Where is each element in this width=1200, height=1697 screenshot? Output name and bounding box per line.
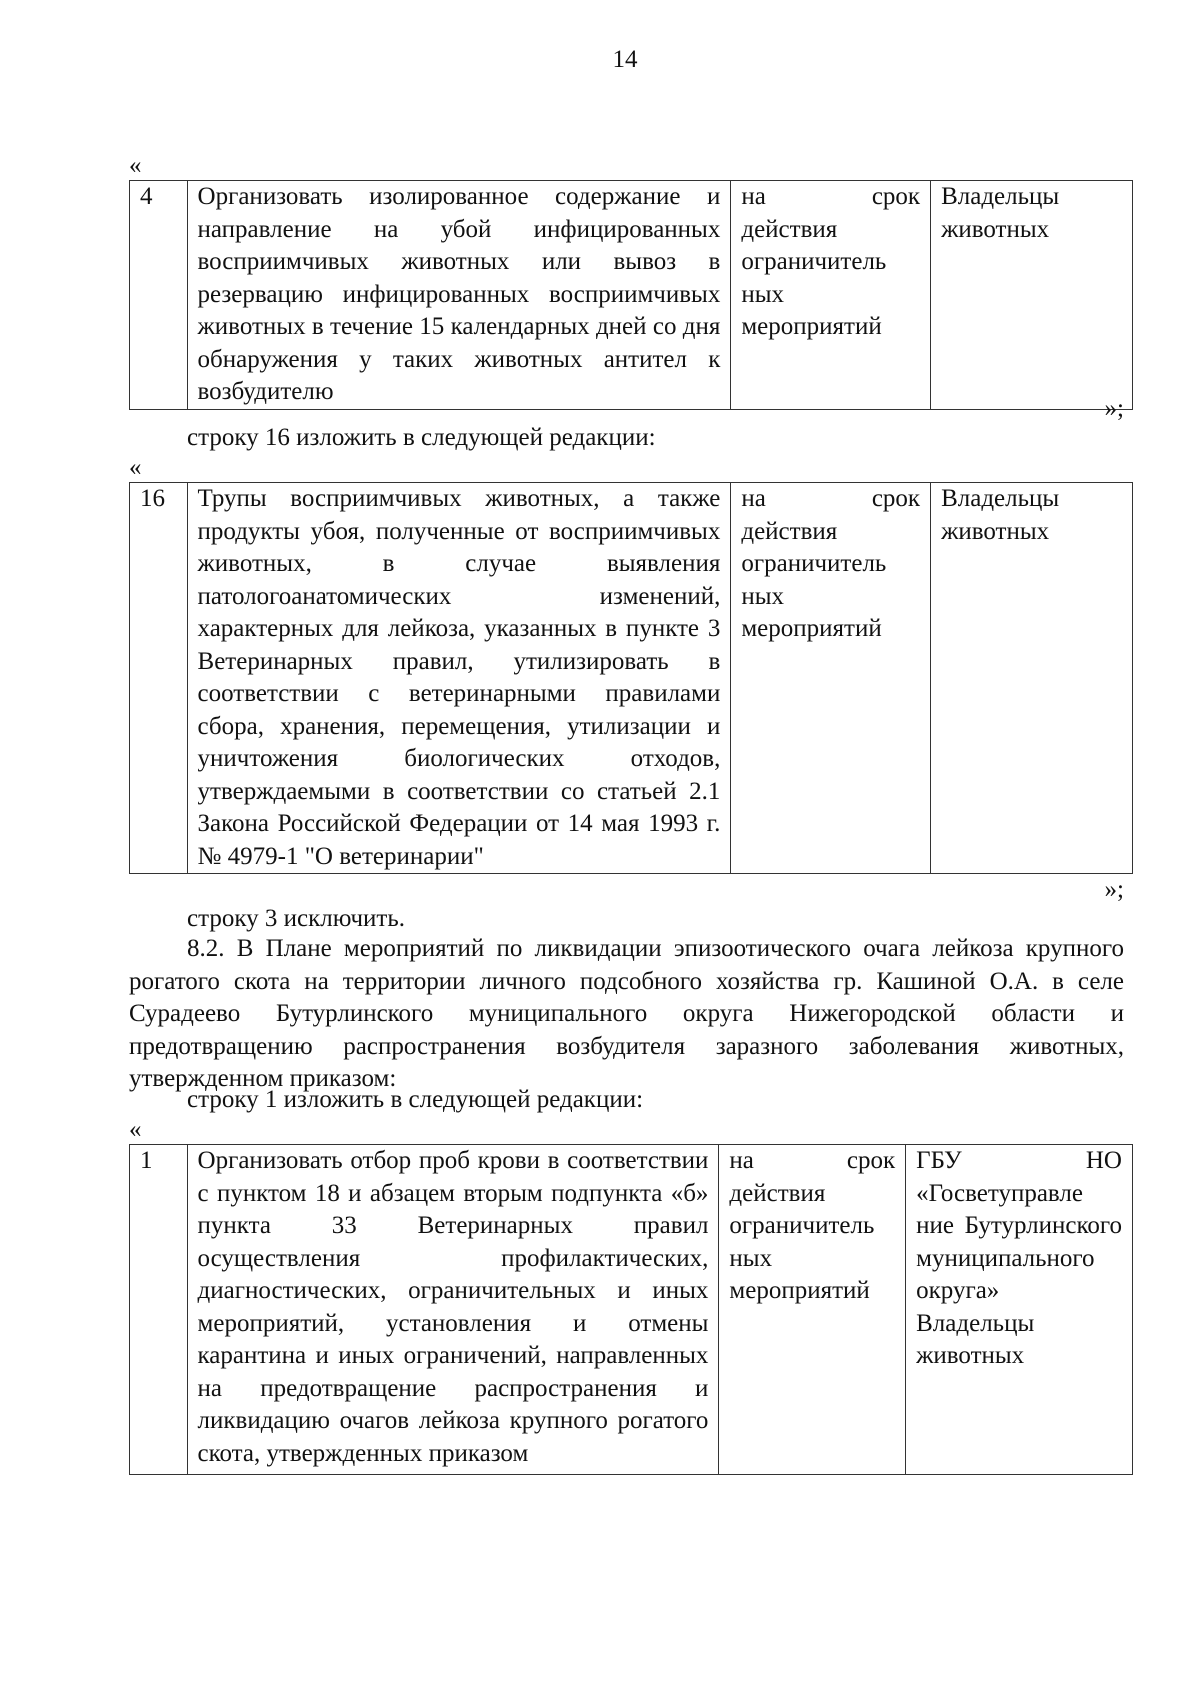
row-term: на срок действия ограничитель ных мероприятий — [731, 483, 931, 874]
open-quote: « — [129, 1116, 142, 1143]
table-row — [130, 181, 1133, 410]
row-term: на срок действия ограничитель ных мероприятий — [719, 1145, 906, 1475]
plan-table-row-4 — [129, 180, 1133, 410]
open-quote: « — [129, 454, 142, 481]
row-responsible: Владельцы животных — [931, 483, 1133, 874]
row-number: 1 — [130, 1145, 188, 1475]
row-number: 16 — [130, 483, 188, 874]
instruction-line: строку 3 исключить. — [187, 905, 405, 932]
row-action: Трупы восприимчивых животных, а также продукты убоя, полученные от восприимчивых животных, в случае выявления патологоанатомических изменений, характерных для лейкоза, указанных в пункте 3 Ветеринарных правил, утилизировать в соответствии с ветеринарными правилами сбора, хранения, перемещения, утилизации и уничтожения биологических отходов, утверждаемыми в соответствии со статьей 2.1 Закона Российской Федерации от 14 мая 1993 г. № 4979-1 "О ветеринарии" — [187, 483, 731, 874]
plan-table-row-1 — [129, 1144, 1133, 1475]
close-quote: »; — [1104, 395, 1124, 422]
close-quote: »; — [1104, 876, 1124, 903]
paragraph-8-2: 8.2. В Плане мероприятий по ликвидации эпизоотического очага лейкоза крупного рогатого скота на территории личного подсобного хозяйства гр. Кашиной О.А. в селе Сурадеево Бутурлинского муниципального округа Нижегородской области и предотвращению распространения возбудителя заразного заболевания животных, утвержденном приказом: — [129, 935, 1124, 1092]
open-quote: « — [129, 152, 142, 179]
plan-table-row-16 — [129, 482, 1133, 874]
row-term: на срок действия ограничитель ных мероприятий — [731, 181, 931, 410]
responsible-organization: ГБУ НО «Госветуправле ние Бутурлинского муниципального округа» — [916, 1147, 1122, 1304]
row-action: Организовать отбор проб крови в соответствии с пунктом 18 и абзацем вторым подпункта «б» пункта 33 Ветеринарных правил осуществления профилактических, диагностических, ограничительных и иных мероприятий, установления и отмены карантина и иных ограничений, направленных на предотвращение распространения и ликвидацию очагов лейкоза крупного рогатого скота, утвержденных приказом — [187, 1145, 719, 1475]
responsible-owners: Владельцы животных — [916, 1309, 1035, 1369]
page-number: 14 — [612, 46, 638, 73]
row-action: Организовать изолированное содержание и направление на убой инфицированных восприимчивых животных или вывоз в резервацию инфицированных восприимчивых животных в течение 15 календарных дней со дня обнаружения у таких животных антител к возбудителю — [187, 181, 731, 410]
row-number: 4 — [130, 181, 188, 410]
instruction-line: строку 16 изложить в следующей редакции: — [187, 424, 656, 451]
table-row — [130, 1145, 1133, 1475]
row-responsible — [906, 1145, 1133, 1475]
table-row — [130, 483, 1133, 874]
row-responsible: Владельцы животных — [931, 181, 1133, 410]
instruction-line: строку 1 изложить в следующей редакции: — [187, 1086, 644, 1113]
